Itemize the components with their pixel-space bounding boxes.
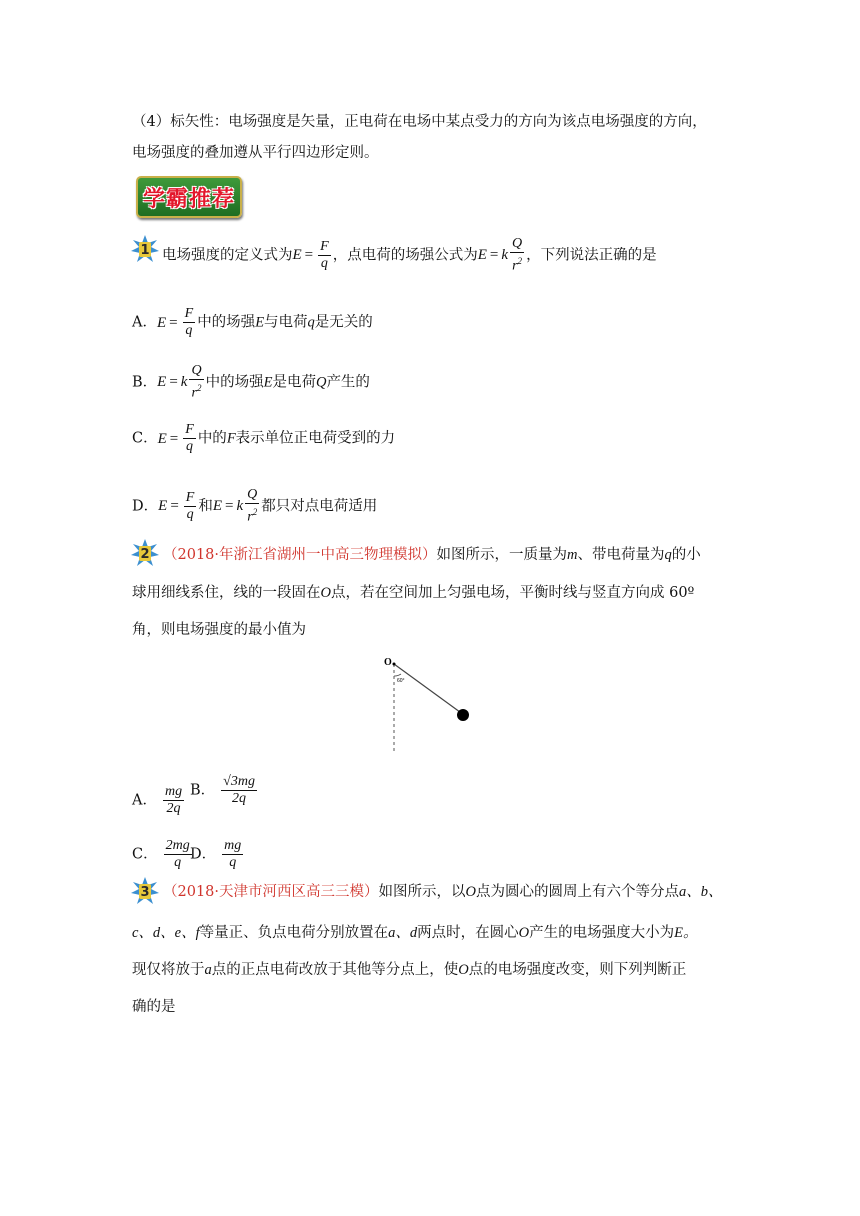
var-E: E [263, 374, 273, 391]
var-F: F [226, 430, 236, 447]
q2-pendulum-figure [378, 650, 488, 755]
q3-stem-line-4: 确的是 [132, 999, 176, 1015]
svg-text:3: 3 [140, 885, 150, 900]
opt-text: 和 [198, 498, 213, 515]
q3-stem-line-3 [132, 960, 686, 980]
var-O: O [320, 585, 331, 601]
opt-label: C． [132, 430, 158, 447]
q2-option-c[interactable]: C． $\frac{2mg}{q}$ [132, 838, 190, 870]
q2-text: 的小 [671, 547, 701, 563]
q1-stem [162, 236, 657, 275]
q1-def-formula: E = [292, 247, 314, 264]
q3-source: （2018·天津市河西区高三三模） [163, 884, 379, 900]
q2-text: 球用细线系住，线的一段固在 [132, 585, 321, 601]
opt-label: D． [132, 498, 159, 515]
opt-label: D． [190, 846, 217, 863]
fig-label-O: O [384, 657, 392, 668]
opt-label: B． [190, 782, 216, 799]
q3-points: a、b、 [679, 884, 723, 900]
q1-option-a[interactable]: A．E = $\frac{F}{q}$ 中的场强E与电荷q是无关的 [132, 306, 373, 338]
q3-text: 等量正、负点电荷分别放置在 [199, 925, 389, 941]
opt-label: C． [132, 846, 158, 863]
var-O: O [465, 884, 476, 900]
var-O: O [518, 925, 530, 941]
q3-text: 点的电场强度改变，则下列判断正 [468, 962, 687, 978]
opt-label: A． [132, 314, 157, 331]
svg-text:1: 1 [140, 243, 150, 258]
recommend-badge [136, 176, 242, 218]
opt-text: 都只对点电荷适用 [261, 498, 378, 515]
q3-points: a、d [388, 925, 418, 941]
q1-point-formula: E = k [477, 247, 509, 264]
q3-text: 两点时，在圆心 [417, 925, 519, 941]
opt-text: 是无关的 [314, 314, 373, 331]
var-E: E。 [674, 925, 698, 941]
badge-text: 学霸推荐 [142, 186, 235, 212]
intro-line-2: 电场强度的叠加遵从平行四边形定则。 [132, 145, 379, 161]
q2-text: 、带电荷量为 [577, 547, 665, 563]
q1-option-c[interactable]: C．E = $\frac{F}{q}$ 中的F表示单位正电荷受到的力 [132, 422, 396, 454]
var-q: q [307, 314, 315, 331]
opt-text: 与电荷 [264, 314, 308, 331]
opt-text: 中的 [197, 430, 227, 447]
q2-text: 如图所示，一质量为 [436, 547, 568, 563]
opt-text: 产生的 [326, 374, 370, 391]
q2-stem-line-3: 角，则电场强度的最小值为 [132, 622, 306, 638]
var-E: E [255, 314, 265, 331]
q2-text: 点，若在空间加上匀强电场，平衡时线与竖直方向成 60º [330, 585, 695, 601]
opt-text: 是电荷 [272, 374, 316, 391]
string-line [394, 664, 464, 715]
q1-frac-Qr2: $\frac{Q}{r^2}$ [512, 236, 523, 274]
var-m: m [567, 547, 578, 563]
q3-text: 如图所示，以 [378, 884, 466, 900]
q3-text: 点为圆心的圆周上有六个等分点 [476, 884, 679, 900]
q3-text: 现仅将放于 [132, 962, 205, 978]
var-Q: Q [315, 374, 327, 391]
q1-stem-a: 电场强度的定义式为 [162, 247, 293, 264]
q1-stem-b: ，点电荷的场强公式为 [332, 247, 478, 264]
var-a: a [204, 962, 212, 978]
q3-stem-line-1 [163, 882, 723, 902]
opt-text: 表示单位正电荷受到的力 [235, 430, 396, 447]
opt-label: A． [132, 792, 157, 809]
var-q: q [664, 547, 672, 563]
q1-option-b[interactable]: B．E = k $\frac{Q}{r^2}$ 中的场强E是电荷Q产生的 [132, 363, 370, 401]
q2-stem-line-1 [163, 545, 701, 565]
q2-option-a[interactable]: A． $\frac{mg}{2q}$ [132, 784, 183, 816]
intro-line-1: （4）标矢性：电场强度是矢量，正电荷在电场中某点受力的方向为该点电场强度的方向， [132, 114, 707, 130]
ball [457, 709, 469, 721]
q1-frac-Fq: $\frac{F}{q}$ [320, 238, 329, 271]
q3-text: 产生的电场强度大小为 [529, 925, 675, 941]
question-number-icon-2 [130, 538, 160, 568]
opt-label: B． [132, 374, 158, 391]
q3-text: 点的正点电荷改放于其他等分点上，使 [211, 962, 459, 978]
q2-option-d[interactable]: D． $\frac{mg}{q}$ [190, 838, 242, 870]
q1-option-d[interactable]: D．E = $\frac{F}{q}$ 和E = k $\frac{Q}{r^2}$ 都只对点电荷适用 [132, 487, 378, 525]
q2-option-b[interactable]: B． $\frac{√3mg}{2q}$ [190, 774, 255, 806]
q3-points: c、d、e、f [132, 925, 200, 941]
fig-label-angle: 60° [397, 678, 405, 684]
var-O: O [458, 962, 469, 978]
q2-stem-line-2 [132, 583, 694, 603]
svg-text:2: 2 [140, 547, 150, 562]
opt-text: 中的场强 [197, 314, 256, 331]
question-number-icon-1 [130, 234, 160, 264]
angle-arc [394, 674, 401, 676]
q2-source: （2018·年浙江省湖州一中高三物理模拟） [163, 547, 437, 563]
q1-stem-c: ，下列说法正确的是 [526, 247, 657, 264]
question-number-icon-3 [130, 876, 160, 906]
opt-text: 中的场强 [205, 374, 264, 391]
q3-stem-line-2 [132, 923, 698, 943]
